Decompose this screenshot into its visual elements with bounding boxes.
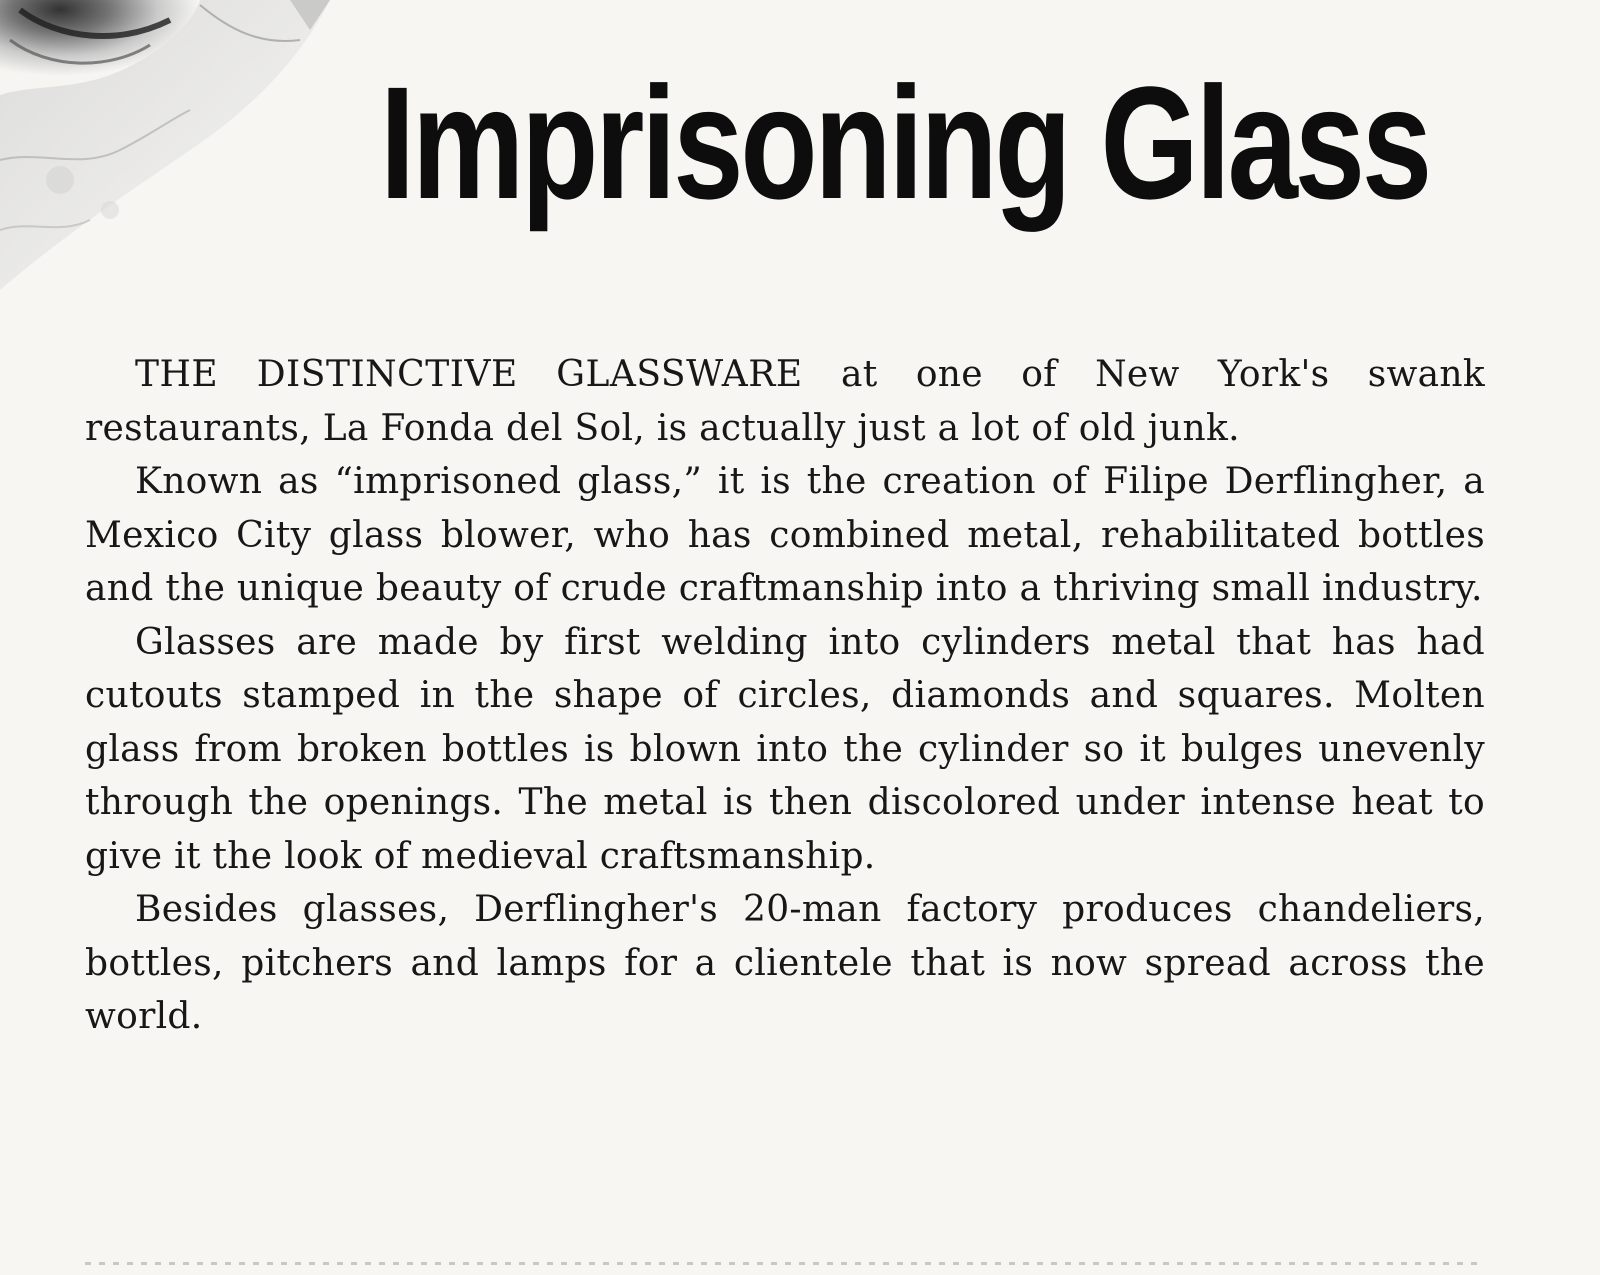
headline: Imprisoning Glass [380, 53, 1430, 232]
bottom-divider [85, 1262, 1485, 1265]
paragraph-1-lead: THE DISTINCTIVE GLASSWARE [135, 354, 803, 395]
paragraph-1 [85, 348, 1485, 455]
paragraph-3: Glasses are made by first welding into cylinders metal that has had cutouts stamped in the shape of circles, diamonds and squares. Molten glass from broken bottles is blown into the cylinder so it bulges unevenly through the openings. The metal is then discolored under intense heat to give it the look of medieval craftsmanship. [85, 621, 1485, 877]
paragraph-4: Besides glasses, Derflingher's 20-man factory produces chandeliers, bottles, pitchers and lamps for a clientele that is now spread across the world. [85, 889, 1485, 1037]
glassware-photo-fragment [0, 0, 340, 300]
paragraph-1-body: at one of New York's swank restaurants, La Fonda del Sol, is actually just a lot of old junk. [85, 354, 1485, 449]
paragraph-2: Known as “imprisoned glass,” it is the creation of Filipe Derflingher, a Mexico City glass blower, who has combined metal, rehabilitated bottles and the unique beauty of crude craftmanship into a thriving small industry. [85, 461, 1485, 609]
article-body [85, 348, 1485, 1044]
